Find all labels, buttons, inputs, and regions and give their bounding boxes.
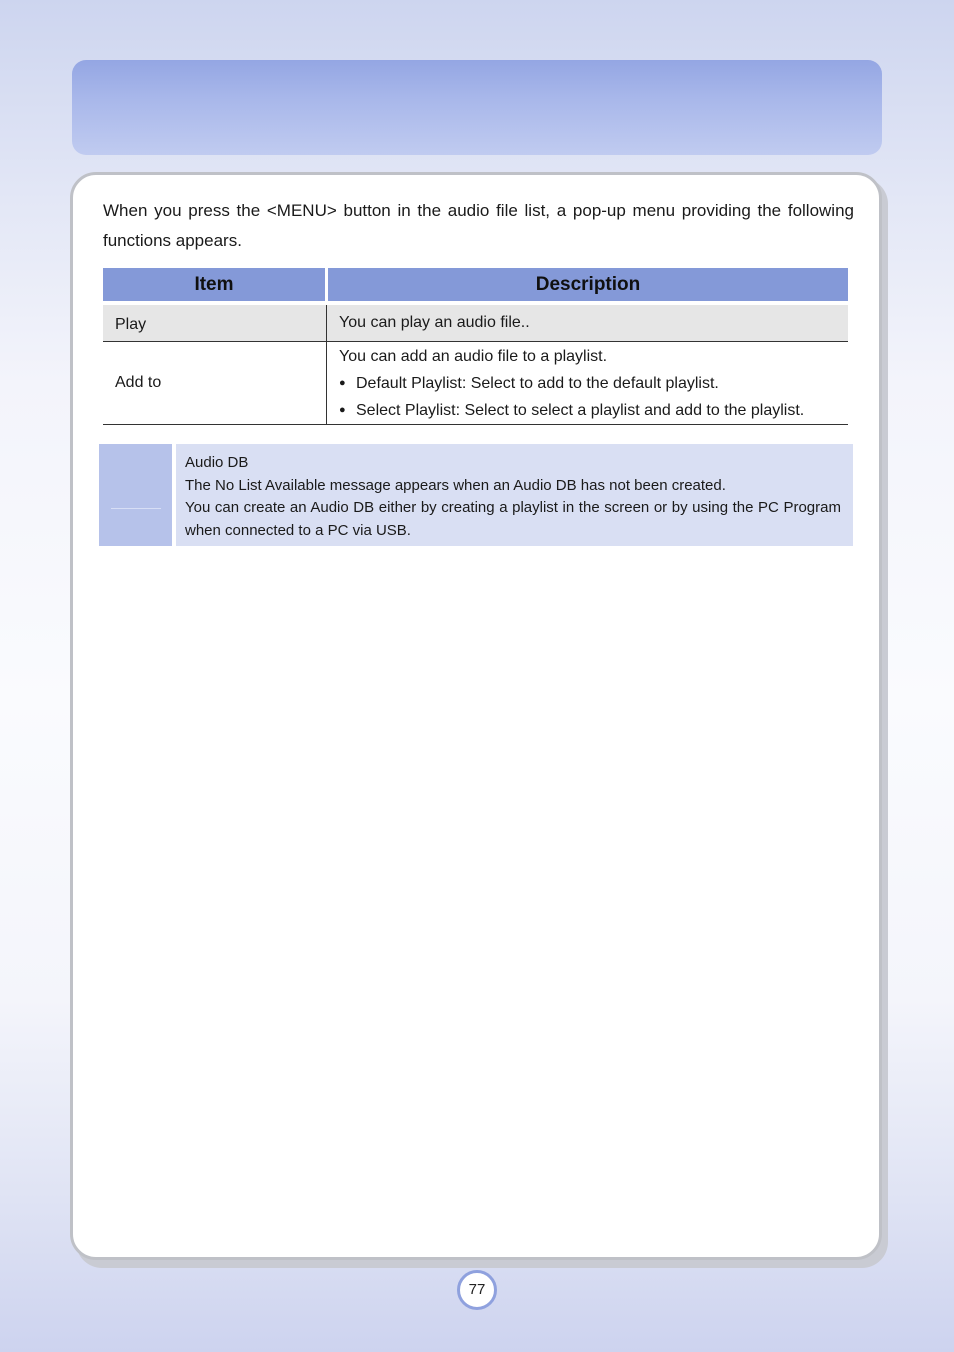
bullet-icon: ● <box>339 403 346 416</box>
note-box <box>176 444 853 546</box>
table-row <box>103 303 848 342</box>
table-header-row <box>103 268 848 303</box>
table-row <box>103 342 848 425</box>
note-line: You can create an Audio DB either by creating a playlist in the screen or by using the PC Program when connected to a PC via USB. <box>185 499 841 539</box>
bullet-text: Default Playlist: Select to add to the default playlist. <box>356 374 719 392</box>
note-side-panel <box>99 444 172 546</box>
description-cell-play: You can play an audio file.. <box>327 303 849 342</box>
item-cell-add-to: Add to <box>103 342 327 425</box>
function-table <box>103 268 848 425</box>
intro-paragraph: When you press the <MENU> button in the audio file list, a pop-up menu providing the following functions appears. <box>103 201 854 250</box>
bullet-item <box>339 370 836 397</box>
page-number: 77 <box>457 1270 497 1310</box>
column-header-description: Description <box>327 268 849 303</box>
column-header-item: Item <box>103 268 327 303</box>
description-text: You can add an audio file to a playlist. <box>339 347 608 365</box>
note-side-divider <box>111 508 161 509</box>
note-line: The No List Available message appears when an Audio DB has not been created. <box>185 476 726 494</box>
note-title: Audio DB <box>185 454 249 471</box>
section-header-band <box>72 60 882 155</box>
item-cell-play: Play <box>103 303 327 342</box>
bullet-item <box>339 397 836 424</box>
note-text <box>185 452 841 542</box>
bullet-text: Select Playlist: Select to select a playlist and add to the playlist. <box>356 401 805 419</box>
description-cell-add-to <box>327 342 849 425</box>
bullet-icon: ● <box>339 376 346 389</box>
